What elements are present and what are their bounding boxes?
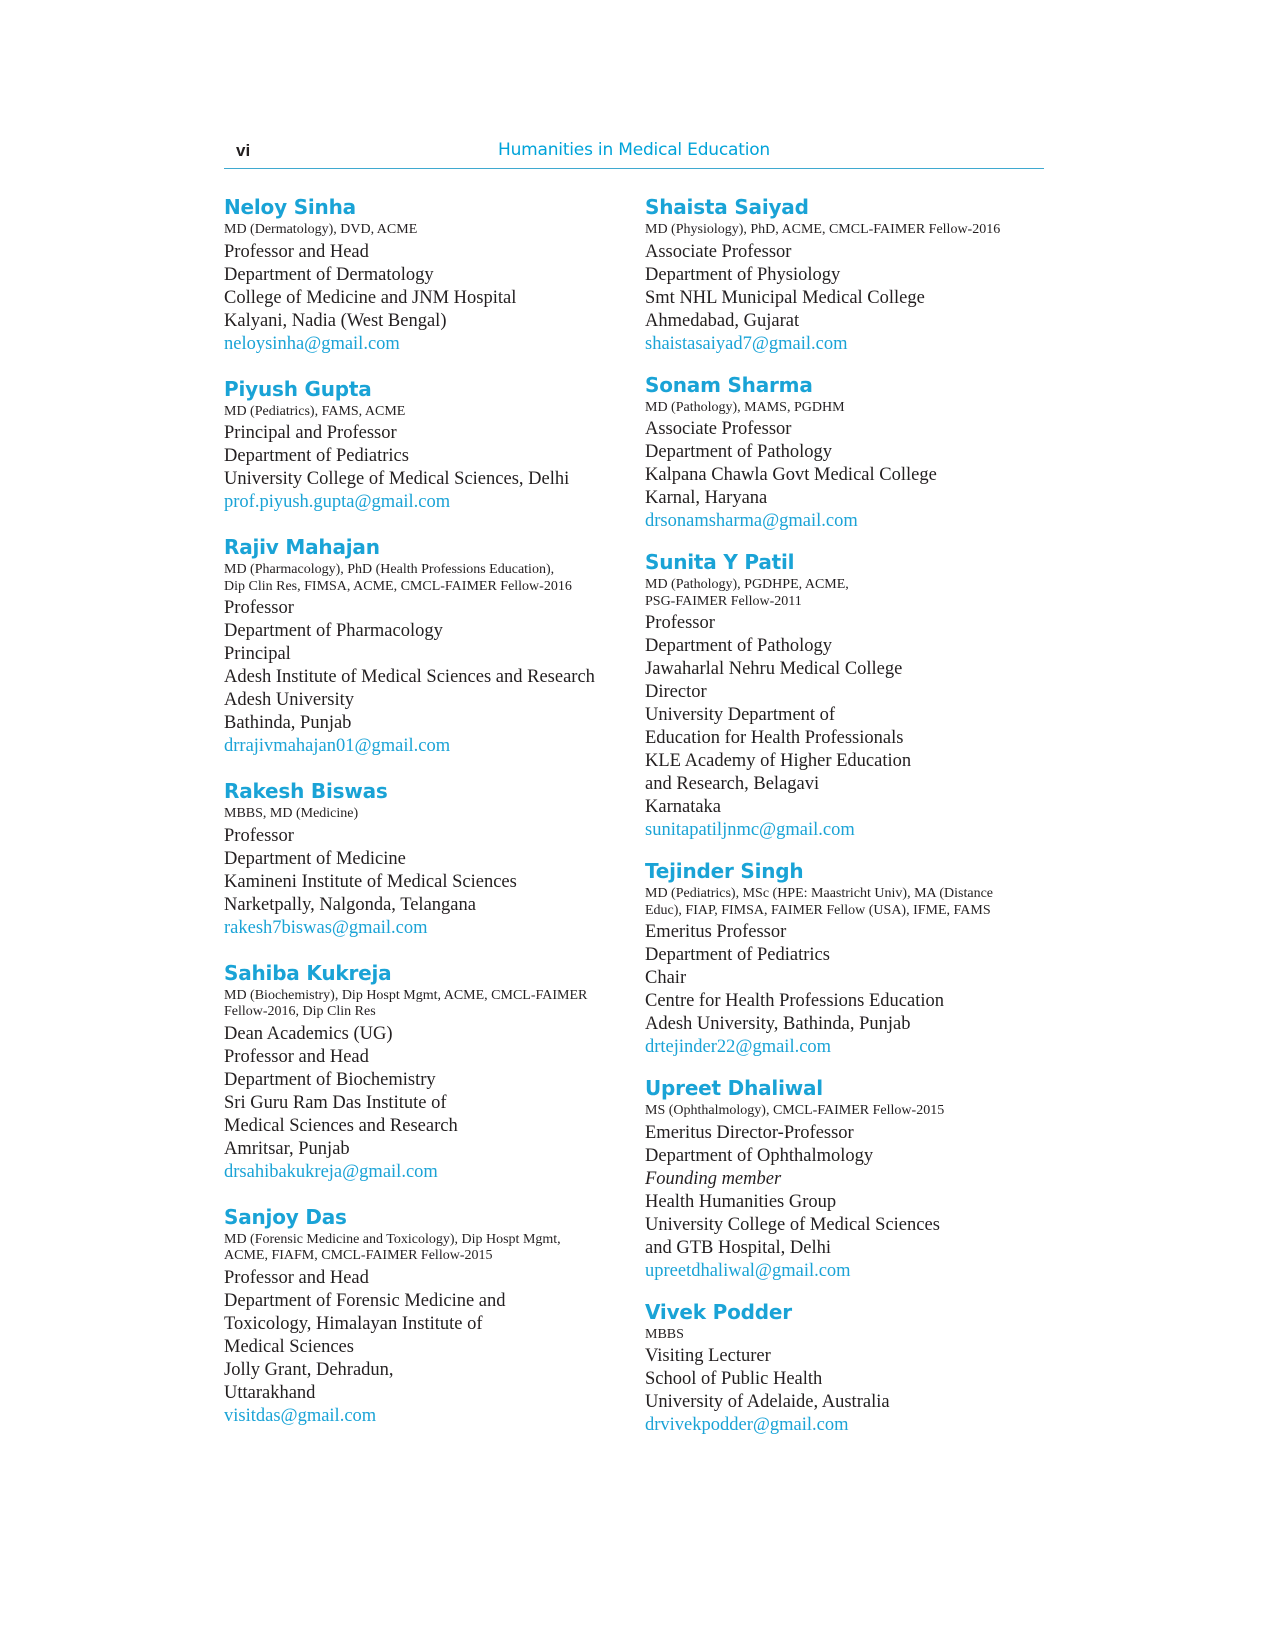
affiliation-line: Department of Pediatrics — [645, 945, 830, 965]
contributor-entry — [645, 194, 1055, 356]
contributor-email-link[interactable]: rakesh7biswas@gmail.com — [224, 917, 428, 938]
credential-line: ACME, FIAFM, CMCL-FAIMER Fellow-2015 — [224, 1248, 493, 1263]
contributor-name: Rajiv Mahajan — [224, 535, 380, 559]
credential-line: PSG-FAIMER Fellow-2011 — [645, 593, 802, 609]
contributor-name: Upreet Dhaliwal — [645, 1076, 823, 1100]
affiliation-line: Kalpana Chawla Govt Medical College — [645, 465, 937, 485]
affiliation-line: Founding member — [645, 1168, 782, 1189]
affiliation-line: Department of Pathology — [645, 636, 833, 656]
contributor-email-link[interactable]: drtejinder22@gmail.com — [645, 1037, 832, 1057]
affiliation-line: Education for Health Professionals — [645, 728, 904, 748]
contributor-email-link[interactable]: drvivekpodder@gmail.com — [645, 1415, 849, 1435]
affiliation-line: Centre for Health Professions Education — [645, 991, 945, 1011]
affiliation-line: Professor — [224, 825, 294, 846]
affiliation-line: Medical Sciences — [224, 1336, 354, 1357]
contributor-name: Piyush Gupta — [224, 376, 372, 401]
left-column — [224, 194, 634, 1448]
contributor-entry — [645, 858, 1055, 1059]
affiliation-line: Department of Physiology — [645, 264, 841, 285]
contributor-email-link[interactable]: drsahibakukreja@gmail.com — [224, 1161, 438, 1182]
contributor-entry — [645, 372, 1055, 534]
affiliation-line: Professor and Head — [224, 1267, 369, 1288]
credential-line: MD (Pharmacology), PhD (Health Professions Education), — [224, 562, 555, 577]
affiliation-line: Principal — [224, 644, 291, 664]
affiliation-line: Department of Pediatrics — [224, 446, 409, 466]
affiliation-line: Department of Ophthalmology — [645, 1145, 874, 1166]
contributor-name: Sanjoy Das — [224, 1204, 347, 1229]
contributor-entry — [645, 1075, 1055, 1283]
contributor-entry — [224, 778, 634, 940]
credential-line: MBBS — [645, 1326, 684, 1342]
affiliation-line: and Research, Belagavi — [645, 774, 820, 794]
contributor-entry — [224, 376, 634, 515]
contributor-credentials — [224, 222, 634, 239]
affiliation-line: Adesh Institute of Medical Sciences and Research — [224, 667, 595, 687]
credential-line: Educ), FIAP, FIMSA, FAIMER Fellow (USA), IFME, FAMS — [645, 902, 991, 918]
contributor-name: Vivek Podder — [645, 1299, 792, 1324]
credential-line: MS (Ophthalmology), CMCL-FAIMER Fellow-2015 — [645, 1103, 945, 1118]
contributor-credentials — [224, 1232, 634, 1265]
affiliation-line: Uttarakhand — [224, 1382, 316, 1403]
affiliation-line: Associate Professor — [645, 241, 792, 262]
contributor-entry — [224, 534, 634, 758]
credential-line: MD (Pathology), MAMS, PGDHM — [645, 399, 845, 415]
contributor-credentials — [645, 886, 1055, 919]
affiliation-line: Amritsar, Punjab — [224, 1138, 350, 1159]
affiliation-line: Smt NHL Municipal Medical College — [645, 287, 925, 308]
contributor-entry — [645, 549, 1055, 842]
affiliation-line: KLE Academy of Higher Education — [645, 751, 912, 771]
affiliation-line: Kamineni Institute of Medical Sciences — [224, 871, 517, 892]
affiliation-line: Narketpally, Nalgonda, Telangana — [224, 894, 476, 915]
affiliation-line: School of Public Health — [645, 1369, 823, 1389]
affiliation-line: Jolly Grant, Dehradun, — [224, 1359, 394, 1380]
affiliation-line: University College of Medical Sciences — [645, 1214, 940, 1235]
credential-line: MD (Biochemistry), Dip Hospt Mgmt, ACME, CMCL-FAIMER — [224, 987, 588, 1003]
credential-line: Fellow-2016, Dip Clin Res — [224, 1004, 376, 1019]
credential-line: MD (Dermatology), DVD, ACME — [224, 222, 418, 237]
affiliation-line: Emeritus Professor — [645, 922, 787, 942]
contributor-credentials — [224, 404, 634, 421]
contributor-name: Tejinder Singh — [645, 859, 804, 883]
affiliation-line: University College of Medical Sciences, Delhi — [224, 469, 570, 489]
contributor-email-link[interactable]: shaistasaiyad7@gmail.com — [645, 333, 848, 354]
right-column — [645, 194, 1055, 1453]
affiliation-line: Department of Forensic Medicine and — [224, 1290, 506, 1311]
contributor-name: Sahiba Kukreja — [224, 960, 392, 985]
affiliation-line: Department of Medicine — [224, 848, 406, 869]
page-number: vi — [236, 141, 251, 160]
contributor-credentials — [645, 222, 1055, 239]
contributor-email-link[interactable]: visitdas@gmail.com — [224, 1405, 377, 1426]
credential-line: MD (Pathology), PGDHPE, ACME, — [645, 577, 849, 592]
affiliation-line: University of Adelaide, Australia — [645, 1392, 890, 1412]
affiliation-line: and GTB Hospital, Delhi — [645, 1237, 832, 1258]
contributor-email-link[interactable]: upreetdhaliwal@gmail.com — [645, 1260, 851, 1281]
contributor-credentials — [645, 577, 1055, 610]
affiliation-line: Emeritus Director-Professor — [645, 1122, 854, 1143]
contributor-entry — [645, 1299, 1055, 1438]
credential-line: Dip Clin Res, FIMSA, ACME, CMCL-FAIMER Fellow-2016 — [224, 578, 572, 594]
contributor-name: Neloy Sinha — [224, 195, 356, 219]
affiliation-line: University Department of — [645, 705, 836, 725]
affiliation-line: Karnal, Haryana — [645, 488, 768, 508]
affiliation-line: Department of Pathology — [645, 442, 833, 462]
contributor-credentials — [645, 400, 1055, 417]
affiliation-line: Kalyani, Nadia (West Bengal) — [224, 310, 447, 331]
affiliation-line: Jawaharlal Nehru Medical College — [645, 659, 903, 679]
affiliation-line: Ahmedabad, Gujarat — [645, 310, 800, 331]
contributor-email-link[interactable]: neloysinha@gmail.com — [224, 333, 400, 354]
contributor-email-link[interactable]: drrajivmahajan01@gmail.com — [224, 736, 451, 756]
contributor-entry — [224, 194, 634, 356]
credential-line: MD (Forensic Medicine and Toxicology), Dip Hospt Mgmt, — [224, 1231, 561, 1247]
affiliation-line: Adesh University — [224, 690, 354, 710]
contributor-name: Rakesh Biswas — [224, 779, 388, 803]
affiliation-line: Toxicology, Himalayan Institute of — [224, 1313, 483, 1334]
contributor-name: Shaista Saiyad — [645, 195, 809, 219]
contributor-entry — [224, 1204, 634, 1428]
contributor-email-link[interactable]: sunitapatiljnmc@gmail.com — [645, 820, 855, 840]
credential-line: MD (Pediatrics), FAMS, ACME — [224, 403, 406, 419]
affiliation-line: Dean Academics (UG) — [224, 1023, 393, 1044]
affiliation-line: Principal and Professor — [224, 423, 397, 443]
credential-line: MD (Pediatrics), MSc (HPE: Maastricht Univ), MA (Distance — [645, 886, 993, 901]
contributor-credentials — [224, 806, 634, 823]
affiliation-line: College of Medicine and JNM Hospital — [224, 287, 517, 308]
contributor-credentials — [645, 1103, 1055, 1120]
affiliation-line: Professor and Head — [224, 1046, 369, 1067]
affiliation-line: Medical Sciences and Research — [224, 1115, 458, 1136]
contributor-email-link[interactable]: drsonamsharma@gmail.com — [645, 511, 858, 531]
affiliation-line: Department of Pharmacology — [224, 621, 443, 641]
contributor-name: Sonam Sharma — [645, 372, 813, 397]
affiliation-line: Sri Guru Ram Das Institute of — [224, 1092, 447, 1113]
contributor-credentials — [224, 562, 634, 595]
affiliation-line: Department of Biochemistry — [224, 1069, 436, 1090]
affiliation-line: Health Humanities Group — [645, 1191, 837, 1212]
book-title: Humanities in Medical Education — [497, 140, 770, 160]
affiliation-line: Department of Dermatology — [224, 264, 434, 285]
affiliation-line: Bathinda, Punjab — [224, 713, 352, 733]
affiliation-line: Professor — [224, 598, 294, 618]
affiliation-line: Professor and Head — [224, 241, 369, 262]
affiliation-line: Adesh University, Bathinda, Punjab — [645, 1014, 911, 1034]
affiliation-line: Associate Professor — [645, 419, 792, 439]
affiliation-line: Karnataka — [645, 797, 722, 817]
affiliation-line: Chair — [645, 968, 687, 988]
credential-line: MD (Physiology), PhD, ACME, CMCL-FAIMER Fellow-2016 — [645, 222, 1001, 237]
contributor-entry — [224, 960, 634, 1184]
affiliation-line: Professor — [645, 613, 715, 633]
affiliation-line: Visiting Lecturer — [645, 1346, 771, 1366]
contributor-email-link[interactable]: prof.piyush.gupta@gmail.com — [224, 492, 451, 512]
credential-line: MBBS, MD (Medicine) — [224, 806, 359, 821]
contributor-credentials — [224, 988, 634, 1021]
contributor-name: Sunita Y Patil — [645, 550, 795, 574]
running-header — [224, 134, 1044, 169]
contributor-credentials — [645, 1327, 1055, 1344]
affiliation-line: Director — [645, 682, 707, 702]
